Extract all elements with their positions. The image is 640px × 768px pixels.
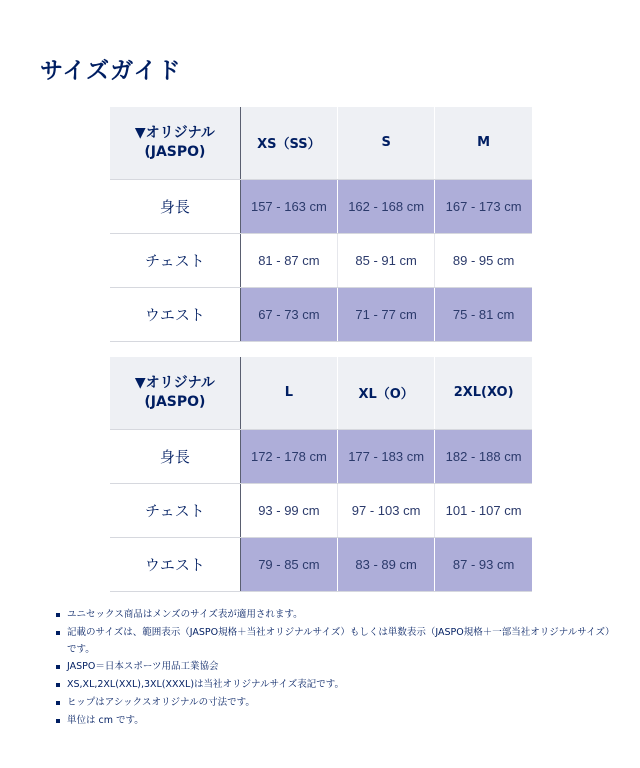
table-cell: 157 - 163 cm <box>240 179 337 233</box>
table-cell: 71 - 77 cm <box>338 287 435 341</box>
note-item: ヒップはアシックスオリジナルの寸法です。 <box>56 694 616 712</box>
row-label-height: 身長 <box>110 429 240 483</box>
table-cell: 81 - 87 cm <box>240 233 337 287</box>
size-header-l: L <box>240 357 337 429</box>
size-notes-list <box>56 606 616 730</box>
note-item: ユニセックス商品はメンズのサイズ表が適用されます。 <box>56 606 616 624</box>
note-item: JASPO＝日本スポーツ用品工業協会 <box>56 658 616 676</box>
size-table-1 <box>110 107 532 342</box>
table-cell: 83 - 89 cm <box>338 537 435 591</box>
row-label-height: 身長 <box>110 179 240 233</box>
table-cell: 87 - 93 cm <box>435 537 532 591</box>
table-corner-header <box>110 107 240 179</box>
row-label-waist: ウエスト <box>110 287 240 341</box>
table-cell: 172 - 178 cm <box>240 429 337 483</box>
row-label-chest: チェスト <box>110 233 240 287</box>
note-item: 単位は cm です。 <box>56 712 616 730</box>
size-header-xl: XL（O） <box>338 357 435 429</box>
table-row-height <box>110 179 532 233</box>
size-header-xs: XS（SS） <box>240 107 337 179</box>
size-standard-sub: (JASPO) <box>144 393 206 410</box>
table-cell: 89 - 95 cm <box>435 233 532 287</box>
table-row-waist <box>110 537 532 591</box>
table-cell: 167 - 173 cm <box>435 179 532 233</box>
row-label-waist: ウエスト <box>110 537 240 591</box>
table-cell: 162 - 168 cm <box>338 179 435 233</box>
table-row-chest <box>110 233 532 287</box>
size-header-2xl: 2XL(XO) <box>435 357 532 429</box>
size-standard-label: ▼オリジナル <box>134 124 215 141</box>
table-cell: 79 - 85 cm <box>240 537 337 591</box>
note-item: XS,XL,2XL(XXL),3XL(XXXL)は当社オリジナルサイズ表記です。 <box>56 676 616 694</box>
size-standard-label: ▼オリジナル <box>134 374 215 391</box>
table-corner-header <box>110 357 240 429</box>
table-cell: 182 - 188 cm <box>435 429 532 483</box>
table-cell: 97 - 103 cm <box>338 483 435 537</box>
table-cell: 67 - 73 cm <box>240 287 337 341</box>
table-cell: 85 - 91 cm <box>338 233 435 287</box>
table-row-waist <box>110 287 532 341</box>
size-table-2 <box>110 357 532 592</box>
table-cell: 93 - 99 cm <box>240 483 337 537</box>
size-standard-sub: (JASPO) <box>144 143 206 160</box>
table-row-height <box>110 429 532 483</box>
size-header-m: M <box>435 107 532 179</box>
note-item: 記載のサイズは、範囲表示（JASPO規格＋当社オリジナルサイズ）もしくは単数表示（JASPO規格＋一部当社オリジナルサイズ）です。 <box>56 624 616 658</box>
page-title: サイズガイド <box>40 58 182 84</box>
table-cell: 101 - 107 cm <box>435 483 532 537</box>
row-label-chest: チェスト <box>110 483 240 537</box>
size-header-s: S <box>338 107 435 179</box>
table-cell: 75 - 81 cm <box>435 287 532 341</box>
table-cell: 177 - 183 cm <box>338 429 435 483</box>
table-row-chest <box>110 483 532 537</box>
